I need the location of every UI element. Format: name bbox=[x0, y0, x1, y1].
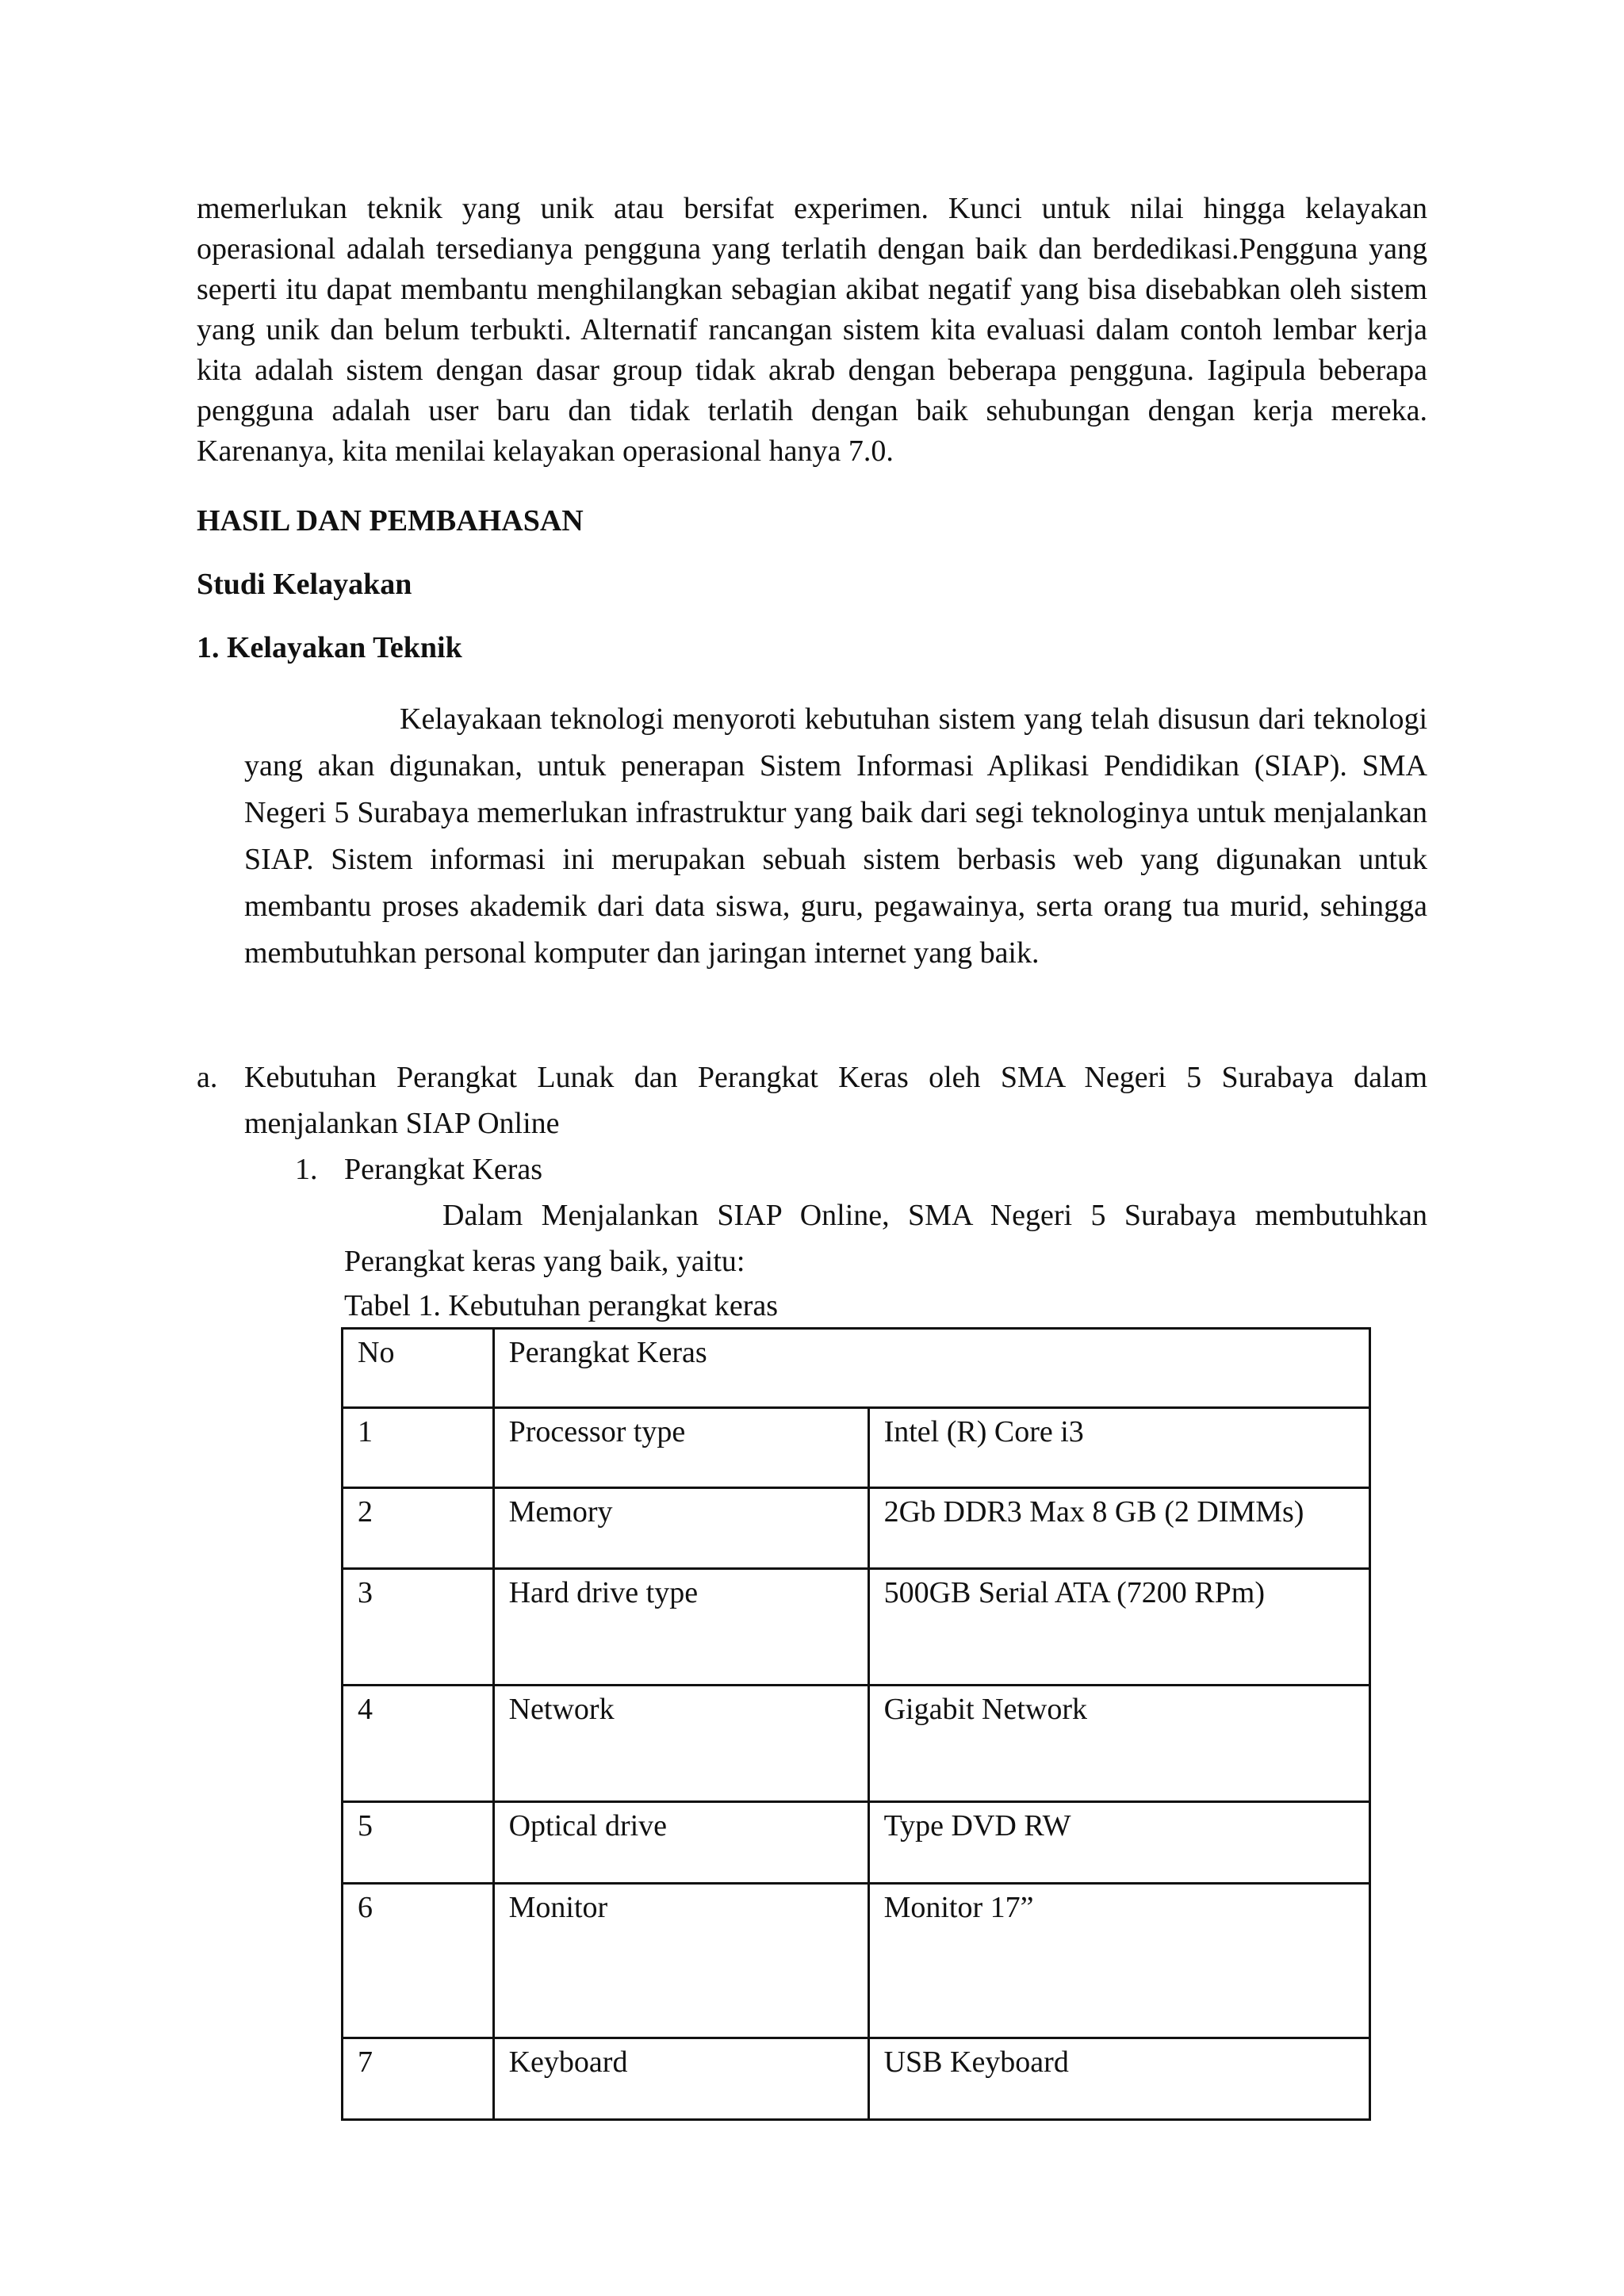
list-item-a bbox=[197, 1054, 1427, 1146]
table-cell-item: Memory bbox=[493, 1488, 868, 1569]
list-marker-1: 1. bbox=[295, 1153, 318, 1186]
table-header-row bbox=[343, 1329, 1370, 1408]
table-cell-no: 1 bbox=[343, 1408, 494, 1488]
table-cell-no: 2 bbox=[343, 1488, 494, 1569]
table-cell-no: 6 bbox=[343, 1884, 494, 2038]
table-cell-spec: Intel (R) Core i3 bbox=[868, 1408, 1369, 1488]
table-header-cell: Perangkat Keras bbox=[493, 1329, 1369, 1408]
table-cell-item: Network bbox=[493, 1686, 868, 1802]
table-cell-spec: Monitor 17” bbox=[868, 1884, 1369, 2038]
list-item-1 bbox=[295, 1146, 542, 1192]
subsection-heading: Studi Kelayakan bbox=[197, 568, 412, 601]
table-cell-item: Hard drive type bbox=[493, 1569, 868, 1686]
table-cell-spec: 2Gb DDR3 Max 8 GB (2 DIMMs) bbox=[868, 1488, 1369, 1569]
table-header-cell: No bbox=[343, 1329, 494, 1408]
section-heading: HASIL DAN PEMBAHASAN bbox=[197, 504, 584, 538]
table-caption: Tabel 1. Kebutuhan perangkat keras bbox=[344, 1289, 779, 1322]
table-cell-no: 5 bbox=[343, 1802, 494, 1884]
table-cell-spec: 500GB Serial ATA (7200 RPm) bbox=[868, 1569, 1369, 1686]
list-item-a-text: Kebutuhan Perangkat Lunak dan Perangkat Keras oleh SMA Negeri 5 Surabaya dalam menjalankan SIAP Online bbox=[244, 1061, 1427, 1140]
table-cell-no: 4 bbox=[343, 1686, 494, 1802]
table-cell-no: 3 bbox=[343, 1569, 494, 1686]
table-cell-item: Optical drive bbox=[493, 1802, 868, 1884]
table-cell-spec: USB Keyboard bbox=[868, 2038, 1369, 2120]
table-cell-item: Monitor bbox=[493, 1884, 868, 2038]
hardware-paragraph: Dalam Menjalankan SIAP Online, SMA Negeri 5 Surabaya membutuhkan Perangkat keras yang baik, yaitu: bbox=[344, 1199, 1427, 1278]
intro-paragraph: memerlukan teknik yang unik atau bersifat experimen. Kunci untuk nilai hingga kelayakan operasional adalah tersedianya pengguna yang terlatih dengan baik dan berdedikasi.Pengguna yang seperti itu dapat membantu menghilangkan sebagian akibat negatif yang bisa disebabkan oleh sistem yang unik dan belum terbukti. Alternatif rancangan sistem kita evaluasi dalam contoh lembar kerja kita adalah sistem dengan dasar group tidak akrab dengan beberapa pengguna. Iagipula beberapa pengguna adalah user baru dan tidak terlatih dengan baik sehubungan dengan kerja mereka. Karenanya, kita menilai kelayakan operasional hanya 7.0. bbox=[197, 192, 1427, 468]
table-row bbox=[343, 1408, 1370, 1488]
table-row bbox=[343, 2038, 1370, 2120]
table-cell-spec: Type DVD RW bbox=[868, 1802, 1369, 1884]
table-cell-spec: Gigabit Network bbox=[868, 1686, 1369, 1802]
numbered-heading: 1. Kelayakan Teknik bbox=[197, 631, 462, 664]
table-cell-item: Keyboard bbox=[493, 2038, 868, 2120]
table-cell-item: Processor type bbox=[493, 1408, 868, 1488]
table-row bbox=[343, 1884, 1370, 2038]
table-row bbox=[343, 1686, 1370, 1802]
list-item-1-text: Perangkat Keras bbox=[344, 1153, 543, 1186]
technical-feasibility-paragraph: Kelayakaan teknologi menyoroti kebutuhan sistem yang telah disusun dari teknologi yang akan digunakan, untuk penerapan Sistem Informasi Aplikasi Pendidikan (SIAP). SMA Negeri 5 Surabaya memerlukan infrastruktur yang baik dari segi teknologinya untuk menjalankan SIAP. Sistem informasi ini merupakan sebuah sistem berbasis web yang digunakan untuk membantu proses akademik dari data siswa, guru, pegawainya, serta orang tua murid, sehingga membutuhkan personal komputer dan jaringan internet yang baik. bbox=[244, 702, 1427, 970]
list-marker-a: a. bbox=[197, 1061, 218, 1094]
table-row bbox=[343, 1802, 1370, 1884]
table-row bbox=[343, 1569, 1370, 1686]
table-cell-no: 7 bbox=[343, 2038, 494, 2120]
hardware-table bbox=[341, 1327, 1371, 2121]
table-row bbox=[343, 1488, 1370, 1569]
